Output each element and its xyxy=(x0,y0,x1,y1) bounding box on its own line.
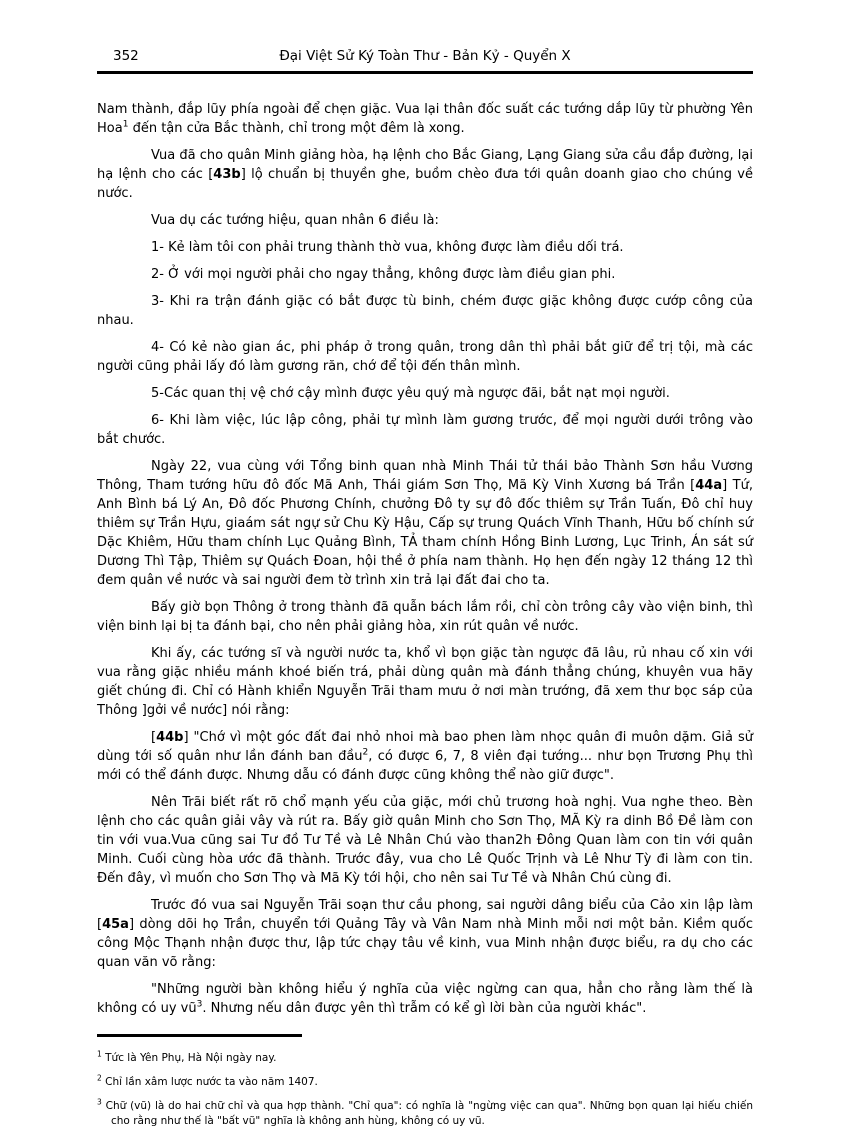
paragraph xyxy=(97,896,753,972)
folio-marker: 43b xyxy=(213,167,241,182)
text-run: . Nhưng nếu dân được yên thì trẫm có kể gì lời bàn của người khác". xyxy=(202,1001,647,1016)
text-run: Trước đó vua sai Nguyễn Trãi soạn thư cầu phong, sai người dâng biểu của Cảo xin lập làm [ xyxy=(97,898,753,932)
footnote-ref: 3 xyxy=(196,999,203,1010)
paragraph xyxy=(97,457,753,590)
footnote-number: 3 xyxy=(97,1097,102,1107)
paragraph xyxy=(97,211,753,230)
paragraph xyxy=(97,384,753,403)
header-title: Đại Việt Sử Ký Toàn Thư - Bản Kỷ - Quyển X xyxy=(279,48,571,64)
text-run: ] dòng dõi họ Trần, chuyển tới Quảng Tây và Vân Nam nhà Minh mỗi nơi một bản. Kiềm quốc công Mộc Thạnh nhận được thư, lập tức chạy tâu về kinh, vua Minh nhận được biểu, ra dụ cho các quan văn võ rằng: xyxy=(97,917,753,970)
footnote xyxy=(97,1075,753,1090)
footnote-separator xyxy=(97,1034,302,1037)
text-run: Nam thành, đắp lũy phía ngoài để chẹn giặc. Vua lại thân đốc suất các tướng dắp lũy từ phường Yên Hoa xyxy=(97,102,753,136)
text-run: Bấy giờ bọn Thông ở trong thành đã quẫn bách lắm rồi, chỉ còn trông cây vào viện binh, thì viện binh lại bị ta đánh bại, cho nên phải giảng hòa, xin rút quân về nước. xyxy=(97,600,753,634)
text-run: "Những người bàn không hiểu ý nghĩa của việc ngừng can qua, hẳn cho rằng làm thế là không có uy vũ xyxy=(97,982,753,1016)
text-run: 4- Có kẻ nào gian ác, phi pháp ở trong quân, trong dân thì phải bắt giữ để trị tội, mà các người cũng phải lấy đó làm gương răn, chớ để tội đến thân mình. xyxy=(97,340,753,374)
text-run: ] Tứ, Anh Bình bá Lý An, Đô đốc Phương Chính, chưởng Đô ty sự đô đốc thiêm sự Trần Tuấn, Đô chỉ huy thiêm sự Trần Hựu, giaám sát ngự sử Chu Kỳ Hậu, Cấp sự trung Quách Vĩnh Thanh, Hữu bố chính sứ Dặc Khiêm, Hữu tham chính Lục Quảng Bình, TẢ tham chính Hồng Binh Lương, Lục Trinh, Án sát sứ Dương Thì Tập, Thiêm sự Quách Đoan, hội thề ở phía nam thành. Họ hẹn đến ngày 12 tháng 12 thì đem quân về nước và sai người đem tờ trình xin trả lại đất đai cho ta. xyxy=(97,478,753,588)
page-number: 352 xyxy=(113,48,139,64)
text-run: , có được 6, 7, 8 viên đại tướng... như bọn Trương Phụ thì mới có thể đánh được. Nhưng dẫu có đánh được cũng không thể nào giữ được". xyxy=(97,749,753,783)
folio-marker: 44b xyxy=(156,730,184,745)
paragraph xyxy=(97,728,753,785)
text-run: Ngày 22, vua cùng với Tổng binh quan nhà Minh Thái tử thái bảo Thành Sơn hầu Vương Thông, Tham tướng hữu đô đốc Mã Anh, Thái giám Sơn Thọ, Mã Kỳ Vinh Xương bá Trần [ xyxy=(97,459,753,493)
text-run: Khi ấy, các tướng sĩ và người nước ta, khổ vì bọn giặc tàn ngược đã lâu, rủ nhau cố xin với vua rằng giặc nhiều mánh khoé biến trá, phải dùng quân mà đánh thẳng chúng, khuyên vua hãy giết chúng đi. Chỉ có Hành khiển Nguyễn Trãi tham mưu ở nơi màn trướng, đã xem thư bọc sáp của Thông ]gởi về nước] nói rằng: xyxy=(97,646,753,718)
folio-marker: 44a xyxy=(695,478,723,493)
footnote-list xyxy=(97,1051,753,1129)
paragraph xyxy=(97,338,753,376)
folio-marker: 45a xyxy=(102,917,129,932)
text-run: Vua đã cho quân Minh giảng hòa, hạ lệnh cho Bắc Giang, Lạng Giang sửa cầu đắp đường, lại hạ lệnh cho các [ xyxy=(97,148,753,182)
footnotes-section xyxy=(97,1034,753,1129)
footnote-text: Chỉ lần xâm lược nước ta vào năm 1407. xyxy=(101,1076,318,1088)
paragraph xyxy=(97,292,753,330)
paragraph xyxy=(97,238,753,257)
text-run: Vua dụ các tướng hiệu, quan nhân 6 điều là: xyxy=(151,213,439,228)
text-run: ] lộ chuẩn bị thuyền ghe, buồm chèo đưa tới quân doanh giao cho chúng về nước. xyxy=(97,167,753,201)
text-run: 3- Khi ra trận đánh giặc có bắt được tù binh, chém được giặc không được cướp công của nhau. xyxy=(97,294,753,328)
footnote xyxy=(97,1051,753,1066)
footnote-number: 1 xyxy=(97,1049,102,1059)
footnote-ref: 2 xyxy=(362,747,369,758)
text-run: 2- Ở với mọi người phải cho ngay thẳng, không được làm điều gian phi. xyxy=(151,267,616,282)
footnote-ref: 1 xyxy=(122,119,129,130)
text-run: 5-Các quan thị vệ chớ cậy mình được yêu quý mà ngược đãi, bắt nạt mọi người. xyxy=(151,386,670,401)
footnote-text: Tức là Yên Phụ, Hà Nội ngày nay. xyxy=(101,1052,277,1064)
body-text xyxy=(97,100,753,1018)
paragraph xyxy=(97,980,753,1018)
text-run: ] "Chớ vì một góc đất đai nhỏ nhoi mà bao phen làm nhọc quân đi muôn dặm. Giả sử dùng tới số quân như lần đánh ban đầu xyxy=(97,730,753,764)
paragraph xyxy=(97,793,753,888)
paragraph xyxy=(97,644,753,720)
paragraph xyxy=(97,146,753,203)
text-run: đến tận cửa Bắc thành, chỉ trong một đêm là xong. xyxy=(128,121,465,136)
text-run: 1- Kẻ làm tôi con phải trung thành thờ vua, không được làm điều dối trá. xyxy=(151,240,624,255)
footnote xyxy=(97,1099,753,1129)
footnote-text: Chữ (vũ) là do hai chữ chỉ và qua hợp thành. "Chỉ qua": có nghĩa là "ngừng việc can qua". Những bọn quan lại hiếu chiến cho rằng như thế là "bất vũ" nghĩa là không anh hùng, không có uy vũ. xyxy=(101,1100,753,1127)
paragraph xyxy=(97,411,753,449)
text-run: 6- Khi làm việc, lúc lập công, phải tự mình làm gương trước, để mọi người dưới trông vào bắt chước. xyxy=(97,413,753,447)
text-run: [ xyxy=(151,730,157,745)
page-header xyxy=(97,48,753,74)
paragraph xyxy=(97,598,753,636)
footnote-number: 2 xyxy=(97,1073,102,1083)
paragraph xyxy=(97,265,753,284)
paragraph xyxy=(97,100,753,138)
text-run: Nên Trãi biết rất rõ chổ mạnh yếu của giặc, mới chủ trương hoà nghị. Vua nghe theo. Bèn lệnh cho các quân giải vây và rút ra. Bấy giờ quân Minh cho Sơn Thọ, MÃ Kỳ ra dinh Bồ Đề làm con tin với vua.Vua cũng sai Tư đồ Tư Tề và Lê Nhân Chú vào than2h Đông Quan làm con tin với quân Minh. Cuối cùng hòa ước đã thành. Trước đây, vua cho Lê Quốc Trịnh và Lê Như Tỳ đi làm con tin. Đến đây, vì muốn cho Sơn Thọ và Mã Kỳ tới hội, cho nên sai Tư Tề và Nhân Chú cùng đi. xyxy=(97,795,753,886)
